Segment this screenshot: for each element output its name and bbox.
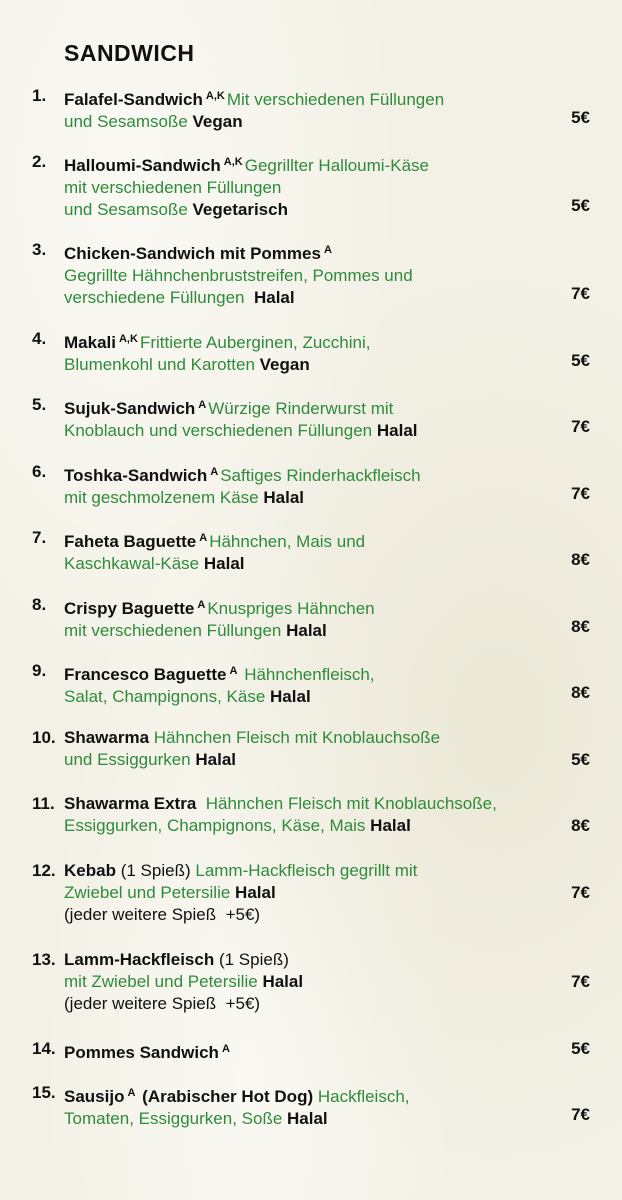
item-description: Gegrillte Hähnchenbruststreifen, Pommes und [64,266,413,285]
page-title: SANDWICH [64,40,195,66]
item-description: Salat, Champignons, Käse [64,687,266,706]
item-name: Crispy Baguette [64,599,195,618]
item-name: Shawarma Extra [64,794,197,813]
item-description: mit verschiedenen Füllungen [64,621,282,640]
item-price: 7€ [571,484,590,503]
item-name: Sujuk-Sandwich [64,399,196,418]
item-price: 7€ [571,417,590,436]
allergen-code: A,K [205,90,225,102]
diet-tag: Halal [263,488,305,507]
allergen-code: A [323,244,332,256]
item-price: 8€ [571,617,590,636]
item-description: mit Zwiebel und Petersilie [64,972,258,991]
diet-tag: Halal [270,687,311,706]
allergen-code: A [127,1087,136,1099]
item-description: mit geschmolzenem Käse [64,488,259,507]
item-description: Frittierte Auberginen, Zucchini, [139,333,371,352]
item-number: 14. [32,1039,56,1058]
item-description: und Sesamsoße [64,200,188,219]
item-price: 8€ [571,550,590,569]
item-price: 8€ [571,816,590,835]
item-price: 7€ [571,883,590,902]
item-description: und Essiggurken [64,750,191,769]
allergen-code: A [229,665,238,677]
diet-tag: Halal [376,421,418,440]
allergen-code: A,K [118,333,138,345]
allergen-code: A [199,532,208,544]
item-description: Zwiebel und Petersilie [64,883,231,902]
diet-tag: Halal [235,883,276,902]
item-description: Hähnchen Fleisch mit Knoblauchsoße [153,728,441,747]
item-price: 7€ [571,284,590,303]
item-note: (jeder weitere Spieß +5€) [64,905,261,924]
diet-tag: Halal [262,972,304,991]
diet-tag: Halal [253,288,295,307]
item-number: 1. [32,86,47,105]
item-description: Gegrillter Halloumi-Käse [244,156,429,175]
diet-tag: Vegan [192,112,243,131]
item-description: Knuspriges Hähnchen [207,599,375,618]
item-name: Makali [64,333,116,352]
item-number: 2. [32,152,47,171]
allergen-code: A [210,466,219,478]
item-description: Lamm-Hackfleisch gegrillt mit [195,861,418,880]
diet-tag: Vegetarisch [192,200,288,219]
item-number: 7. [32,528,47,547]
item-quantity: (1 Spieß) [218,950,289,969]
item-price: 5€ [571,351,590,370]
item-number: 10. [32,728,56,747]
item-number: 15. [32,1083,56,1102]
item-name: Kebab [64,861,116,880]
item-name: Toshka-Sandwich [64,466,208,485]
item-name: Francesco Baguette [64,665,227,684]
diet-tag: Vegan [259,355,310,374]
item-description: Hackfleisch, [317,1087,410,1106]
item-number: 9. [32,661,47,680]
item-name: Falafel-Sandwich [64,90,203,109]
item-number: 12. [32,861,56,880]
item-description: Hähnchen Fleisch mit Knoblauchsoße, [205,794,497,813]
item-number: 5. [32,395,47,414]
item-description: mit verschiedenen Füllungen [64,178,282,197]
item-quantity: (1 Spieß) [120,861,191,880]
item-name: Pommes Sandwich [64,1043,219,1062]
item-number: 3. [32,240,47,259]
item-number: 8. [32,595,47,614]
item-description: Mit verschiedenen Füllungen [226,90,445,109]
item-description: Hähnchenfleisch, [244,665,375,684]
item-description: verschiedene Füllungen [64,288,245,307]
item-description: Knoblauch und verschiedenen Füllungen [64,421,373,440]
allergen-code: A [197,599,206,611]
item-description: Kaschkawal-Käse [64,554,200,573]
item-price: 5€ [571,1039,590,1058]
item-price: 5€ [571,750,590,769]
diet-tag: Halal [286,621,327,640]
item-price: 7€ [571,972,590,991]
allergen-code: A [198,399,207,411]
item-description: und Sesamsoße [64,112,188,131]
item-description: Tomaten, Essiggurken, Soße [64,1109,283,1128]
item-number: 4. [32,329,47,348]
diet-tag: Halal [287,1109,328,1128]
item-name: Halloumi-Sandwich [64,156,221,175]
item-price: 7€ [571,1105,590,1124]
allergen-code: A [221,1043,230,1055]
diet-tag: Halal [195,750,237,769]
item-number: 6. [32,462,47,481]
item-price: 8€ [571,683,590,702]
diet-tag: Halal [370,816,411,835]
item-note: (jeder weitere Spieß +5€) [64,994,261,1013]
item-subtitle: (Arabischer Hot Dog) [142,1087,314,1106]
diet-tag: Halal [203,554,245,573]
item-price: 5€ [571,196,590,215]
item-description: Essiggurken, Champignons, Käse, Mais [64,816,366,835]
item-number: 11. [32,794,55,813]
item-description: Hähnchen, Mais und [209,532,366,551]
item-name: Lamm-Hackfleisch [64,950,215,969]
item-name: Sausijo [64,1087,125,1106]
allergen-code: A,K [223,156,243,168]
item-description: Blumenkohl und Karotten [64,355,255,374]
item-number: 13. [32,950,56,969]
item-description: Saftiges Rinderhackfleisch [220,466,421,485]
item-name: Faheta Baguette [64,532,197,551]
item-price: 5€ [571,108,590,127]
item-name: Shawarma [64,728,150,747]
item-name: Chicken-Sandwich mit Pommes [64,244,321,263]
item-description: Würzige Rinderwurst mit [208,399,394,418]
